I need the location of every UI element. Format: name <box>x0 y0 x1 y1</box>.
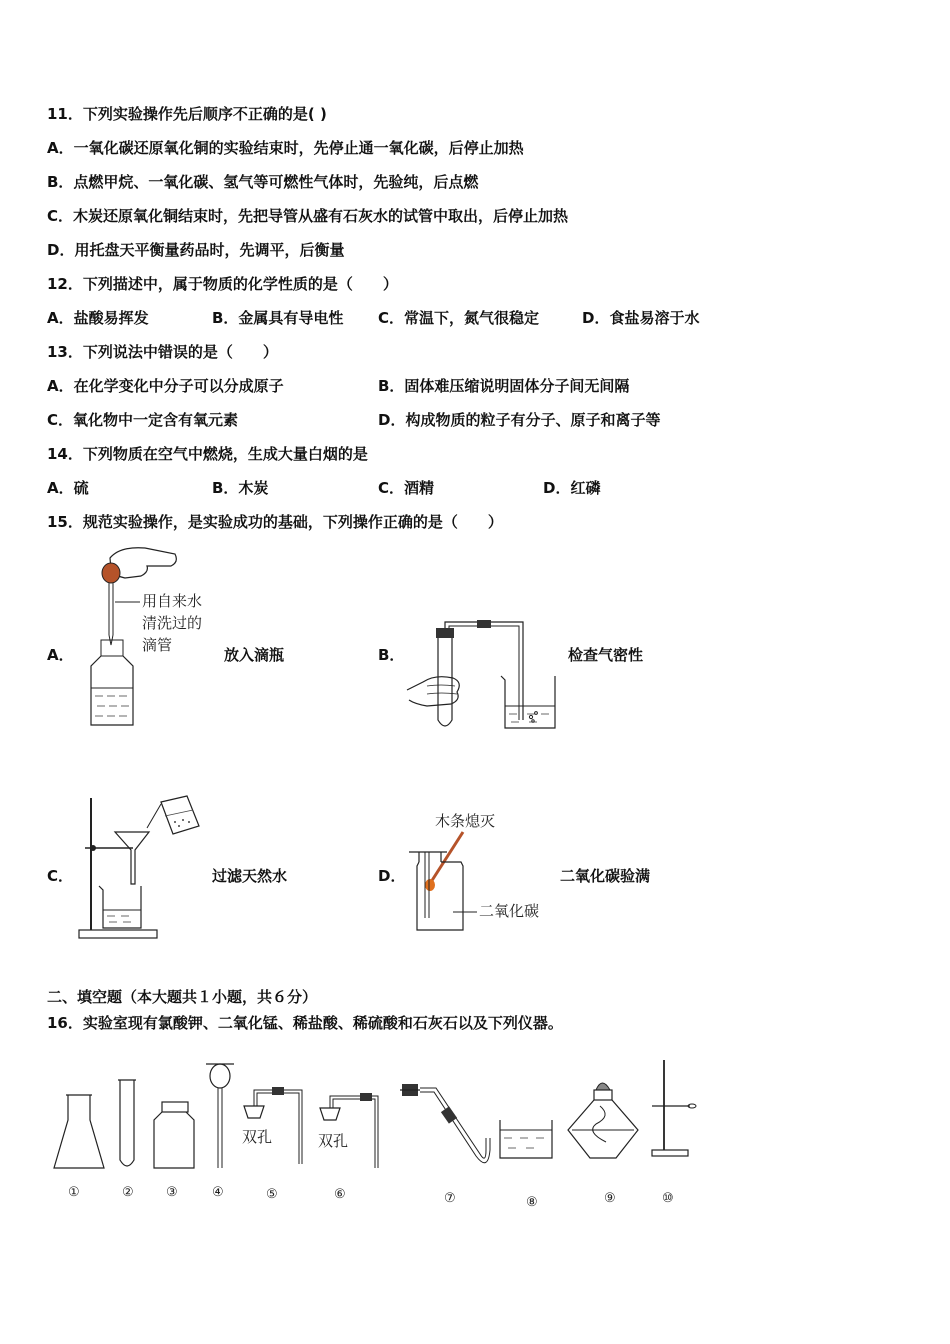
q15-option-c-letter: C． <box>47 867 74 885</box>
delivery-tube-icon <box>400 1084 490 1163</box>
apparatus-number-10: ⑩ <box>662 1191 674 1206</box>
q15-option-c-caption: 过滤天然水 <box>212 867 288 885</box>
thistle-funnel-icon <box>206 1064 234 1168</box>
q11-option-a: A．一氧化碳还原氧化铜的实验结束时，先停止通一氧化碳，后停止加热 <box>47 139 524 157</box>
q15-option-a-letter: A． <box>47 646 74 664</box>
q15-option-b-caption: 检查气密性 <box>568 646 644 664</box>
q11-option-b: B．点燃甲烷、一氧化碳、氢气等可燃性气体时，先验纯，后点燃 <box>47 173 479 191</box>
apparatus-number-9: ⑨ <box>604 1191 616 1206</box>
q12-stem: 12．下列描述中，属于物质的化学性质的是（ ） <box>47 275 398 293</box>
q12-option-b: B．金属具有导电性 <box>212 309 344 327</box>
q13-option-a: A．在化学变化中分子可以分成原子 <box>47 377 284 395</box>
apparatus-number-1: ① <box>68 1185 80 1200</box>
apparatus-figure <box>40 1050 720 1220</box>
q13-option-c: C．氧化物中一定含有氧元素 <box>47 411 239 429</box>
q12-option-a: A．盐酸易挥发 <box>47 309 149 327</box>
q13-option-d: D．构成物质的粒子有分子、原子和离子等 <box>378 411 661 429</box>
q14-option-b: B．木炭 <box>212 479 269 497</box>
q15-option-d-letter: D． <box>378 867 406 885</box>
conical-flask-icon <box>54 1095 104 1168</box>
wood-splint-label: 木条熄灭 <box>435 812 496 830</box>
q15-option-b-letter: B． <box>378 646 405 664</box>
apparatus-number-8: ⑧ <box>526 1195 538 1210</box>
q14-option-a: A．硫 <box>47 479 89 497</box>
q12-option-c: C．常温下，氮气很稳定 <box>378 309 540 327</box>
dropper-label-line2: 清洗过的 <box>142 614 203 632</box>
q15-option-a-caption: 放入滴瓶 <box>224 646 285 664</box>
gas-bottle-icon <box>154 1102 194 1168</box>
q11-option-c: C．木炭还原氧化铜结束时，先把导管从盛有石灰水的试管中取出，后停止加热 <box>47 207 569 225</box>
q14-option-d: D．红磷 <box>543 479 601 497</box>
q13-option-b: B．固体难压缩说明固体分子间无间隔 <box>378 377 630 395</box>
q14-stem: 14．下列物质在空气中燃烧，生成大量白烟的是 <box>47 445 368 463</box>
q16-stem: 16．实验室现有氯酸钾、二氧化锰、稀盐酸、稀硫酸和石灰石以及下列仪器。 <box>47 1014 563 1032</box>
dropper-into-bottle-figure <box>75 540 235 730</box>
filtration-figure <box>75 792 205 947</box>
apparatus-number-6: ⑥ <box>334 1187 346 1202</box>
co2-label: 二氧化碳 <box>479 902 540 920</box>
dropper-label-line1: 用自来水 <box>142 592 203 610</box>
apparatus-number-5: ⑤ <box>266 1187 278 1202</box>
airtightness-check-figure <box>405 620 565 735</box>
q12-option-d: D．食盐易溶于水 <box>582 309 700 327</box>
apparatus-number-3: ③ <box>166 1185 178 1200</box>
co2-full-check-figure <box>405 808 565 938</box>
q15-stem: 15．规范实验操作，是实验成功的基础，下列操作正确的是（ ） <box>47 513 503 531</box>
q11-option-d: D．用托盘天平衡量药品时，先调平，后衡量 <box>47 241 345 259</box>
apparatus-number-2: ② <box>122 1185 134 1200</box>
double-hole-label-5: 双孔 <box>242 1128 273 1146</box>
q13-stem: 13．下列说法中错误的是（ ） <box>47 343 278 361</box>
dropper-label-line3: 滴管 <box>142 636 173 654</box>
q15-option-d-caption: 二氧化碳验满 <box>560 867 651 885</box>
iron-stand-icon <box>652 1060 696 1156</box>
water-trough-icon <box>500 1120 552 1158</box>
apparatus-number-4: ④ <box>212 1185 224 1200</box>
apparatus-number-7: ⑦ <box>444 1191 456 1206</box>
double-hole-label-6: 双孔 <box>318 1132 349 1150</box>
q14-option-c: C．酒精 <box>378 479 435 497</box>
section2-heading: 二、填空题（本大题共１小题，共６分） <box>47 988 318 1006</box>
alcohol-lamp-icon <box>568 1083 638 1158</box>
double-hole-stopper-icon-6 <box>320 1093 378 1168</box>
q11-stem: 11．下列实验操作先后顺序不正确的是( ) <box>47 105 327 123</box>
double-hole-stopper-icon-5 <box>244 1087 302 1164</box>
test-tube-icon <box>118 1080 136 1166</box>
